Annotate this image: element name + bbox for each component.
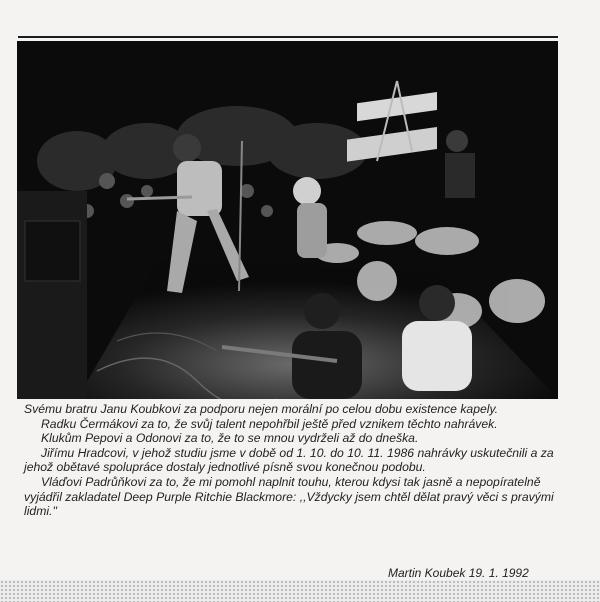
dedication-paragraph: Vláďovi Padrůňkovi za to, že mi pomohl naplnit touhu, kterou kdysi tak jasně a nepopíratelně vyjádřil zakladatel Deep Purple Ritchie Blackmore: ,,Vždycky jsem chtěl dělat pravý věci s pravými lidmi.'' (24, 474, 554, 519)
dedication-text (24, 402, 564, 519)
dedication-paragraph: Svému bratru Janu Koubkovi za podporu nejen morální po celou dobu existence kapely. (24, 402, 499, 416)
page-edge-pattern (0, 580, 600, 602)
concert-photo (17, 41, 558, 399)
signature: Martin Koubek 19. 1. 1992 (388, 566, 529, 580)
dedication-paragraph: Klukům Pepovi a Odonovi za to, že to se mnou vydrželi až do dneška. (41, 431, 419, 446)
top-rule (18, 36, 558, 38)
dedication-paragraph: Jiřímu Hradcovi, v jehož studiu jsme v době od 1. 10. do 10. 11. 1986 nahrávky uskutečnili a za jehož obětavé spolupráce dostaly jednotlivé písně svou konečnou podobu. (24, 445, 554, 475)
concert-photo-image (17, 41, 558, 399)
dedication-paragraph: Radku Čermákovi za to, že svůj talent nepohřbil ještě před vznikem těchto nahrávek. (41, 416, 498, 431)
